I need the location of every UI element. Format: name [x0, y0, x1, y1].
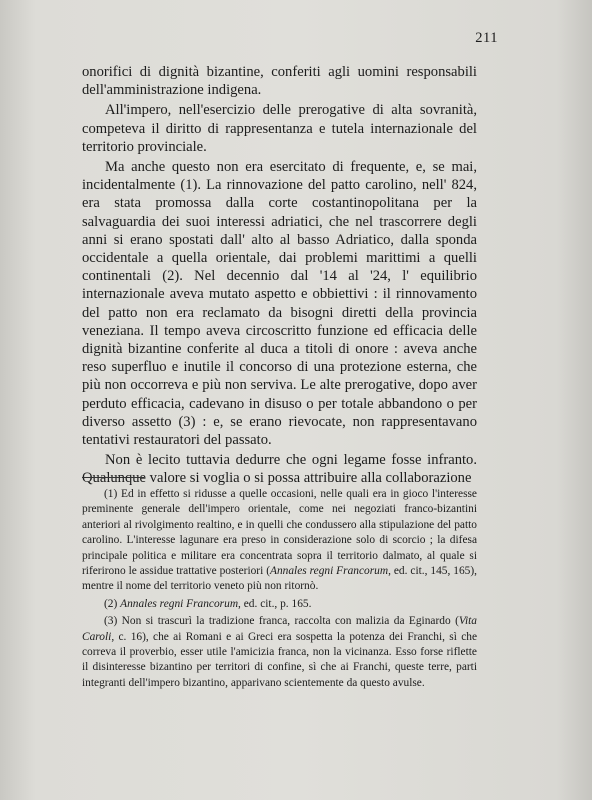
page-number: 211 — [475, 30, 498, 46]
footnotes — [82, 487, 477, 691]
footnote-1 — [82, 487, 477, 595]
paragraph-1: onorifici di dignità bizantine, conferiti agli uomini responsabili dell'amministrazione indigena. — [82, 64, 477, 99]
footnote-2-number: (2) — [104, 597, 121, 610]
footnote-2-citation: Annales regni Francorum — [120, 597, 239, 610]
footnote-1-text-a: (1) Ed in effetto si ridusse a quelle occasioni, nelle quali era in gioco l'interesse preminente generale dell'impero orientale, come nei negoziati franco-bizantini anteriori al rivolgimento realtino, e in quelli che condussero alla stipulazione del patto carolino. L'interesse lagunare era preso in considerazione solo di scorcio ; la difesa principale politica e militare era concentrata sopra il territorio dalmato, al quale si riferirono le assidue trattative posteriori ( — [82, 488, 477, 578]
footnote-3-citation: Vita Caroli — [82, 615, 477, 643]
body-text — [82, 63, 477, 488]
footnote-separator — [82, 477, 144, 478]
footnote-3-text-b: , c. 16), che ai Romani e ai Greci era sospetta la potenza dei Franchi, sì che correva il proverbio, esser utile l'amicizia franca, non la vicinanza. Esso forse riflette il disinteresse bizantino per territori di confine, sì che ai Franchi, queste terre, parti integranti dell'impero bizantino, apparivano scientemente da questo avulse. — [82, 630, 477, 689]
footnote-3-text-a: (3) Non si trascurì la tradizione franca, raccolta con malizia da Eginardo ( — [104, 615, 459, 628]
paragraph-3: Ma anche questo non era esercitato di frequente, e, se mai, incidentalmente (1). La rinnovazione del patto carolino, nell' 824, era stata promossa dalla corte costantinopolitana per la salvaguardia dei suoi interessi adriatici, che nel trascorrere degli anni si erano spostati dall' alto al basso Adriatico, dalla sponda occidentale a quella orientale, dai problemi marittimi a quelli continentali (2). Nel decennio dal '14 al '24, l' equilibrio internazionale aveva mutato aspetto e obbiettivi : il rinnovamento del patto non era reclamato da bisogni diretti della provincia veneziana. Il tempo aveva circoscritto funzione ed efficacia delle dignità bizantine conferite al duca a titoli di onore : aveva anche reso superfluo e inutile il concorso di una protezione esterna, che più non occorreva e più non serviva. Le alte prerogative, dopo aver perduto efficacia, cadevano in disuso o per totale abbandono o per diverso assetto (3) : e, se erano rievocate, non rappresentavano tentativi restauratori del passato. — [82, 159, 477, 449]
footnote-3 — [82, 614, 477, 691]
paragraph-2: All'impero, nell'esercizio delle prerogative di alta sovranità, competeva il diritto di rappresentanza e tutela internazionale del territorio provinciale. — [82, 102, 477, 155]
footnote-2-text: , ed. cit., p. 165. — [238, 597, 312, 610]
footnote-1-citation: Annales regni Francorum — [270, 565, 389, 578]
footnote-2 — [82, 597, 477, 612]
footnote-1-text-b: , ed. cit., 145, 165), mentre il nome del territorio veneto più non ritornò. — [82, 565, 478, 593]
paragraph-4: Non è lecito tuttavia dedurre che ogni legame fosse infranto. Qualunque valore si voglia o si possa attribuire alla collaborazione — [82, 452, 477, 487]
